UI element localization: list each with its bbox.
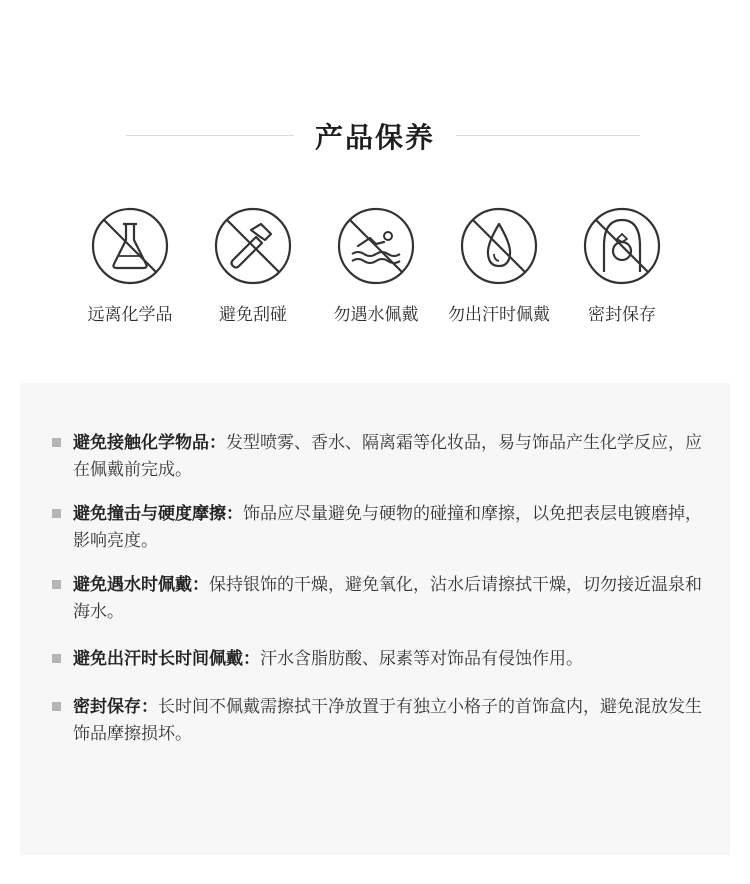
care-text xyxy=(73,572,702,626)
care-text xyxy=(73,646,702,673)
swimming-prohibited-icon xyxy=(336,206,416,286)
care-item-body: 长时间不佩戴需擦拭干净放置于有独立小格子的首饰盒内，避免混放发生饰品摩擦损坏。 xyxy=(73,697,702,744)
care-item-storage xyxy=(52,694,702,748)
icon-label: 勿出汗时佩戴 xyxy=(448,305,550,325)
care-text xyxy=(73,694,702,748)
care-item-title: 避免接触化学物品： xyxy=(73,433,226,453)
icon-label: 避免刮碰 xyxy=(219,305,287,325)
bullet-marker xyxy=(52,702,61,711)
icon-item-water xyxy=(311,206,441,325)
care-item-water xyxy=(52,572,702,626)
care-item-title: 避免撞击与硬度摩擦： xyxy=(73,504,243,524)
icon-item-storage xyxy=(557,206,687,325)
icon-label: 勿遇水佩戴 xyxy=(333,305,419,325)
bullet-marker xyxy=(52,580,61,589)
care-item-body: 发型喷雾、香水、隔离霜等化妆品，易与饰品产生化学反应，应在佩戴前完成。 xyxy=(73,433,702,480)
care-icons-row xyxy=(0,206,750,336)
care-item-body: 保持银饰的干燥，避免氧化，沾水后请擦拭干燥，切勿接近温泉和海水。 xyxy=(73,575,702,622)
care-item-body: 汗水含脂肪酸、尿素等对饰品有侵蚀作用。 xyxy=(260,649,583,669)
bullet-marker xyxy=(52,438,61,447)
icon-label: 远离化学品 xyxy=(87,305,173,325)
care-text xyxy=(73,501,702,555)
care-item-title: 避免出汗时长时间佩戴： xyxy=(73,649,260,669)
care-item-body: 饰品应尽量避免与硬物的碰撞和摩擦，以免把表层电镀磨掉，影响亮度。 xyxy=(73,504,702,551)
sweat-drop-prohibited-icon xyxy=(459,206,539,286)
bullet-marker xyxy=(52,654,61,663)
title-divider-right xyxy=(456,135,640,136)
care-item-impact xyxy=(52,501,702,555)
page-title: 产品保养 xyxy=(314,121,435,154)
hammer-prohibited-icon xyxy=(213,206,293,286)
ring-sealed-icon xyxy=(582,206,662,286)
icon-label: 密封保存 xyxy=(588,305,656,325)
section-header xyxy=(0,112,750,158)
icon-item-chemicals xyxy=(65,206,195,325)
care-text xyxy=(73,430,702,484)
bullet-marker xyxy=(52,509,61,518)
care-item-title: 避免遇水时佩戴： xyxy=(73,575,209,595)
icon-item-sweat xyxy=(434,206,564,325)
care-item-chemicals xyxy=(52,430,702,484)
care-item-title: 密封保存： xyxy=(73,697,158,717)
care-item-sweat xyxy=(52,646,702,673)
icon-item-scratch xyxy=(188,206,318,325)
title-divider-left xyxy=(126,135,294,136)
flask-prohibited-icon xyxy=(90,206,170,286)
